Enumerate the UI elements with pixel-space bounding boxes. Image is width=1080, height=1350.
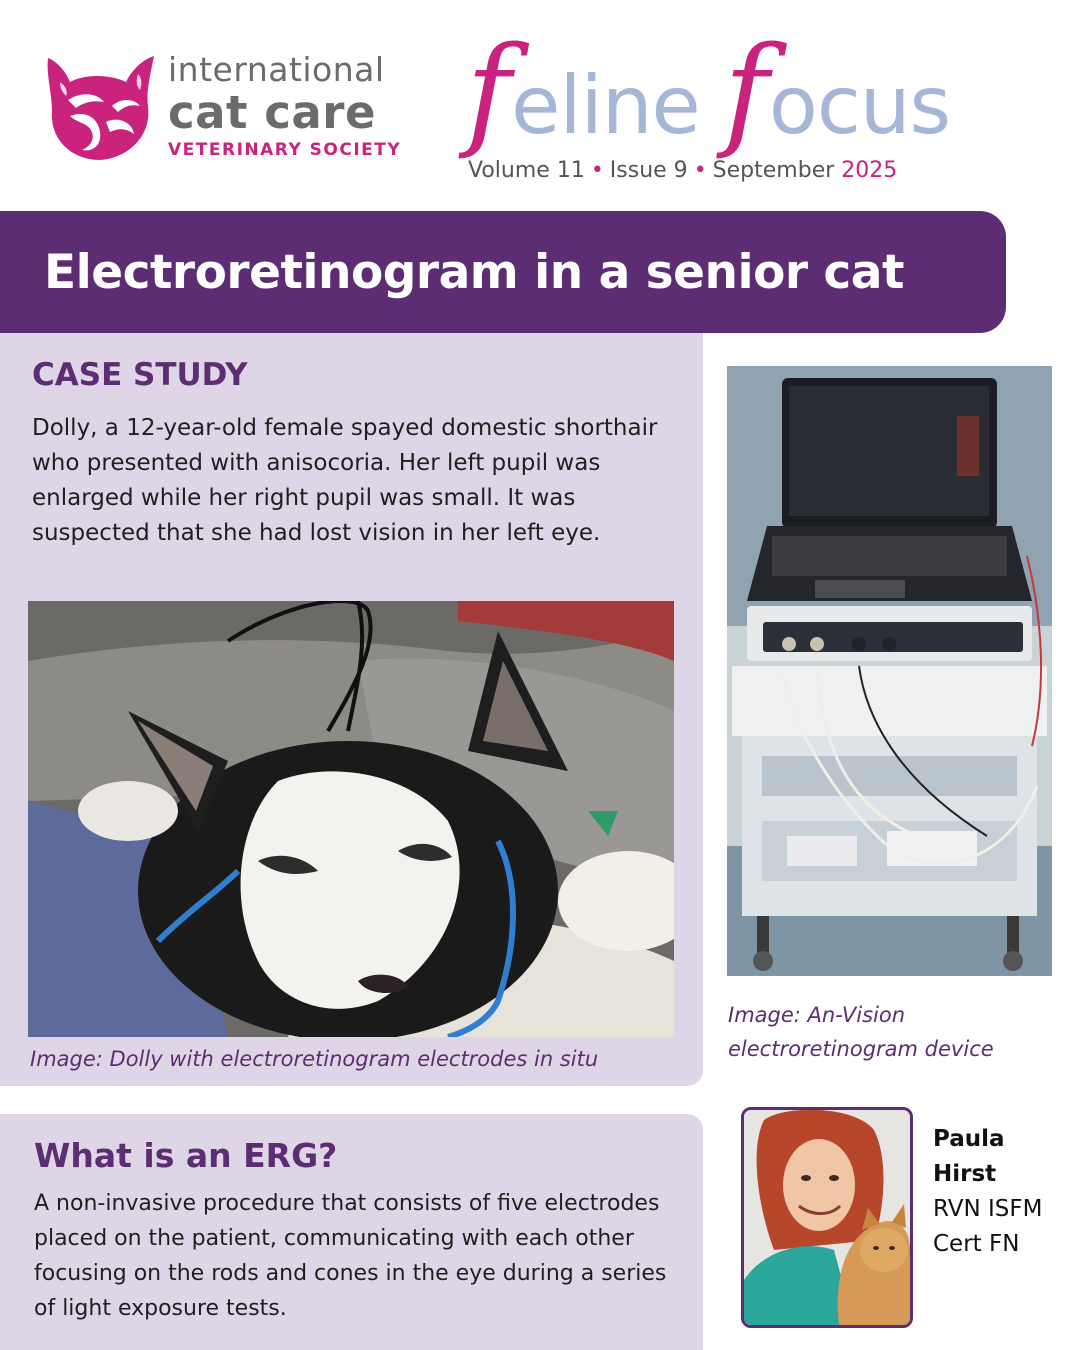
erg-panel — [0, 1114, 703, 1350]
icc-line-vet-society: VETERINARY SOCIETY — [168, 140, 402, 160]
masthead-f1: f — [466, 20, 512, 162]
masthead-title — [466, 20, 951, 162]
page-header — [0, 0, 1080, 210]
author-with-cat-illustration — [744, 1110, 910, 1325]
issue-year: 2025 — [841, 158, 898, 183]
icc-line-international: international — [168, 50, 385, 89]
erg-heading: What is an ERG? — [34, 1136, 338, 1175]
issue-number: Issue 9 — [609, 158, 688, 183]
cat-photo-caption: Image: Dolly with electroretinogram electrodes in situ — [30, 1047, 599, 1071]
icc-line-cat-care: cat care — [168, 86, 376, 139]
masthead-f2: f — [723, 20, 769, 162]
case-study-panel — [0, 333, 703, 1086]
case-study-body: Dolly, a 12-year-old female spayed domestic shorthair who presented with anisocoria. Her left pupil was enlarged while her right pupil was small. It was suspected that she had lost vision in her left eye. — [32, 415, 658, 546]
author-name: Paula Hirst — [933, 1126, 1005, 1187]
cat-with-electrodes-illustration — [28, 601, 674, 1037]
author-avatar — [741, 1107, 913, 1328]
author-credentials: RVN ISFM Cert FN — [933, 1196, 1043, 1257]
device-photo — [727, 366, 1052, 976]
case-study-heading: CASE STUDY — [32, 357, 248, 393]
erg-body: A non-invasive procedure that consists of five electrodes placed on the patient, communicating with each other focusing on the rods and cones in the eye during a series of light exposure tests. — [34, 1191, 667, 1321]
icc-wordmark — [168, 52, 401, 160]
issue-volume: Volume 11 — [468, 158, 585, 183]
device-photo-caption: Image: An-Vision electroretinogram device — [728, 1003, 994, 1061]
cat-photo — [28, 601, 674, 1037]
masthead-part2: ocus — [768, 59, 951, 152]
erg-device-illustration — [727, 366, 1052, 976]
article-title-bar — [0, 211, 1006, 333]
issue-month: September — [712, 158, 835, 183]
cat-head-brushstroke-icon — [40, 52, 160, 164]
article-title: Electroretinogram in a senior cat — [44, 244, 904, 300]
issue-line: Volume 11 • Issue 9 • September 2025 — [468, 158, 898, 183]
masthead-part1: eline — [511, 59, 700, 152]
